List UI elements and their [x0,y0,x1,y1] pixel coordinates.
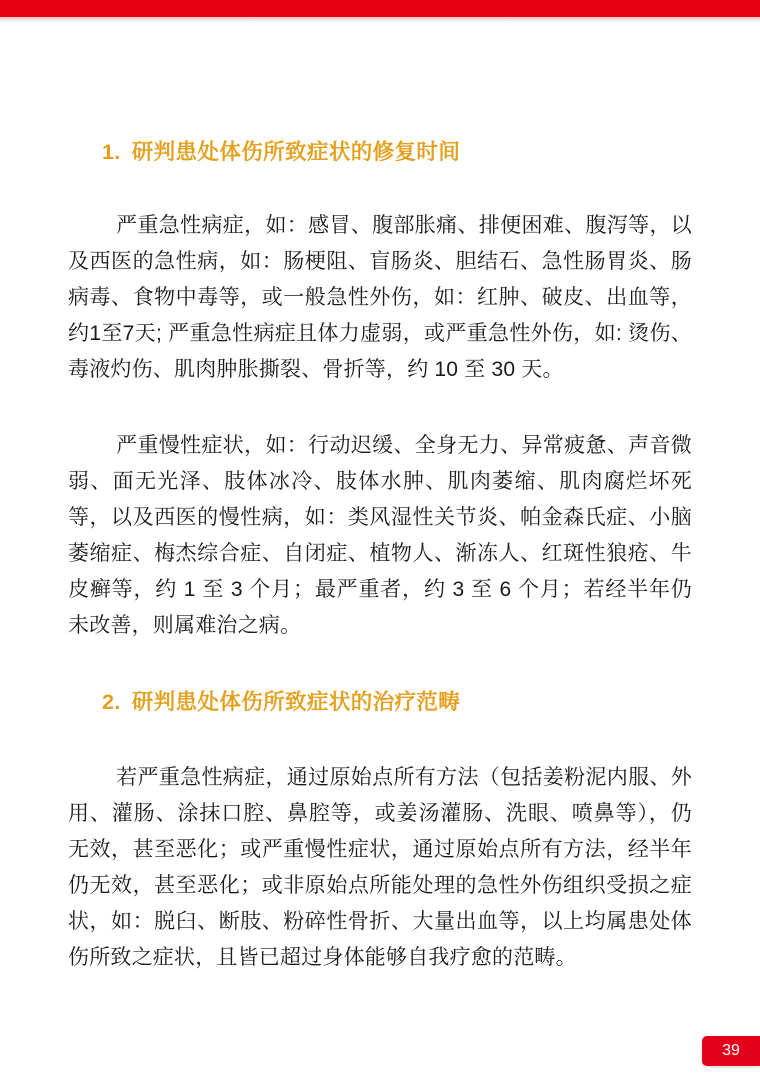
section-2-heading-text: 研判患处体伤所致症状的治疗范畴 [131,690,461,714]
top-banner-shadow [0,17,760,22]
section-1-paragraph-2 [68,428,692,644]
top-red-banner [0,0,760,17]
section-2-heading [68,690,460,716]
section-1-paragraph-2-text: 严重慢性症状，如：行动迟缓、全身无力、异常疲惫、声音微弱、面无光泽、肢体冰冷、肢体水肿、肌肉萎缩、肌肉腐烂坏死等，以及西医的慢性病，如：类风湿性关节炎、帕金森氏症、小脑萎缩症、梅杰综合症、自闭症、植物人、渐冻人、红斑性狼疮、牛皮癣等，约 1 至 3 个月；最严重者，约 3 至 6 个月；若经半年仍未改善，则属难治之病。 [68,434,692,637]
section-2-heading-wrap [68,690,460,716]
section-1-number: 1. [102,140,121,164]
section-2-paragraph-text: 若严重急性病症，通过原始点所有方法（包括姜粉泥内服、外用、灌肠、涂抹口腔、鼻腔等，或姜汤灌肠、洗眼、喷鼻等），仍无效，甚至恶化；或严重慢性症状，通过原始点所有方法，经半年仍无效，甚至恶化；或非原始点所能处理的急性外伤组织受损之症状，如：脱臼、断肢、粉碎性骨折、大量出血等，以上均属患处体伤所致之症状，且皆已超过身体能够自我疗愈的范畴。 [68,766,692,969]
section-1-heading [68,140,460,166]
section-1-paragraph-text: 严重急性病症，如：感冒、腹部胀痛、排便困难、腹泻等，以及西医的急性病，如：肠梗阻、盲肠炎、胆结石、急性肠胃炎、肠病毒、食物中毒等，或一般急性外伤，如：红肿、破皮、出血等，约1至7天; 严重急性病症且体力虚弱，或严重急性外伤，如: 烫伤、毒液灼伤、肌肉肿胀撕裂、骨折等，约 10 至 30 天。 [68,214,692,381]
section-1-paragraph [68,208,692,388]
section-2-number: 2. [102,690,121,714]
section-1-heading-text: 研判患处体伤所致症状的修复时间 [131,140,461,164]
section-2-paragraph [68,760,692,976]
page-number-badge: 39 [702,1036,760,1066]
section-1-heading-wrap [68,140,460,166]
